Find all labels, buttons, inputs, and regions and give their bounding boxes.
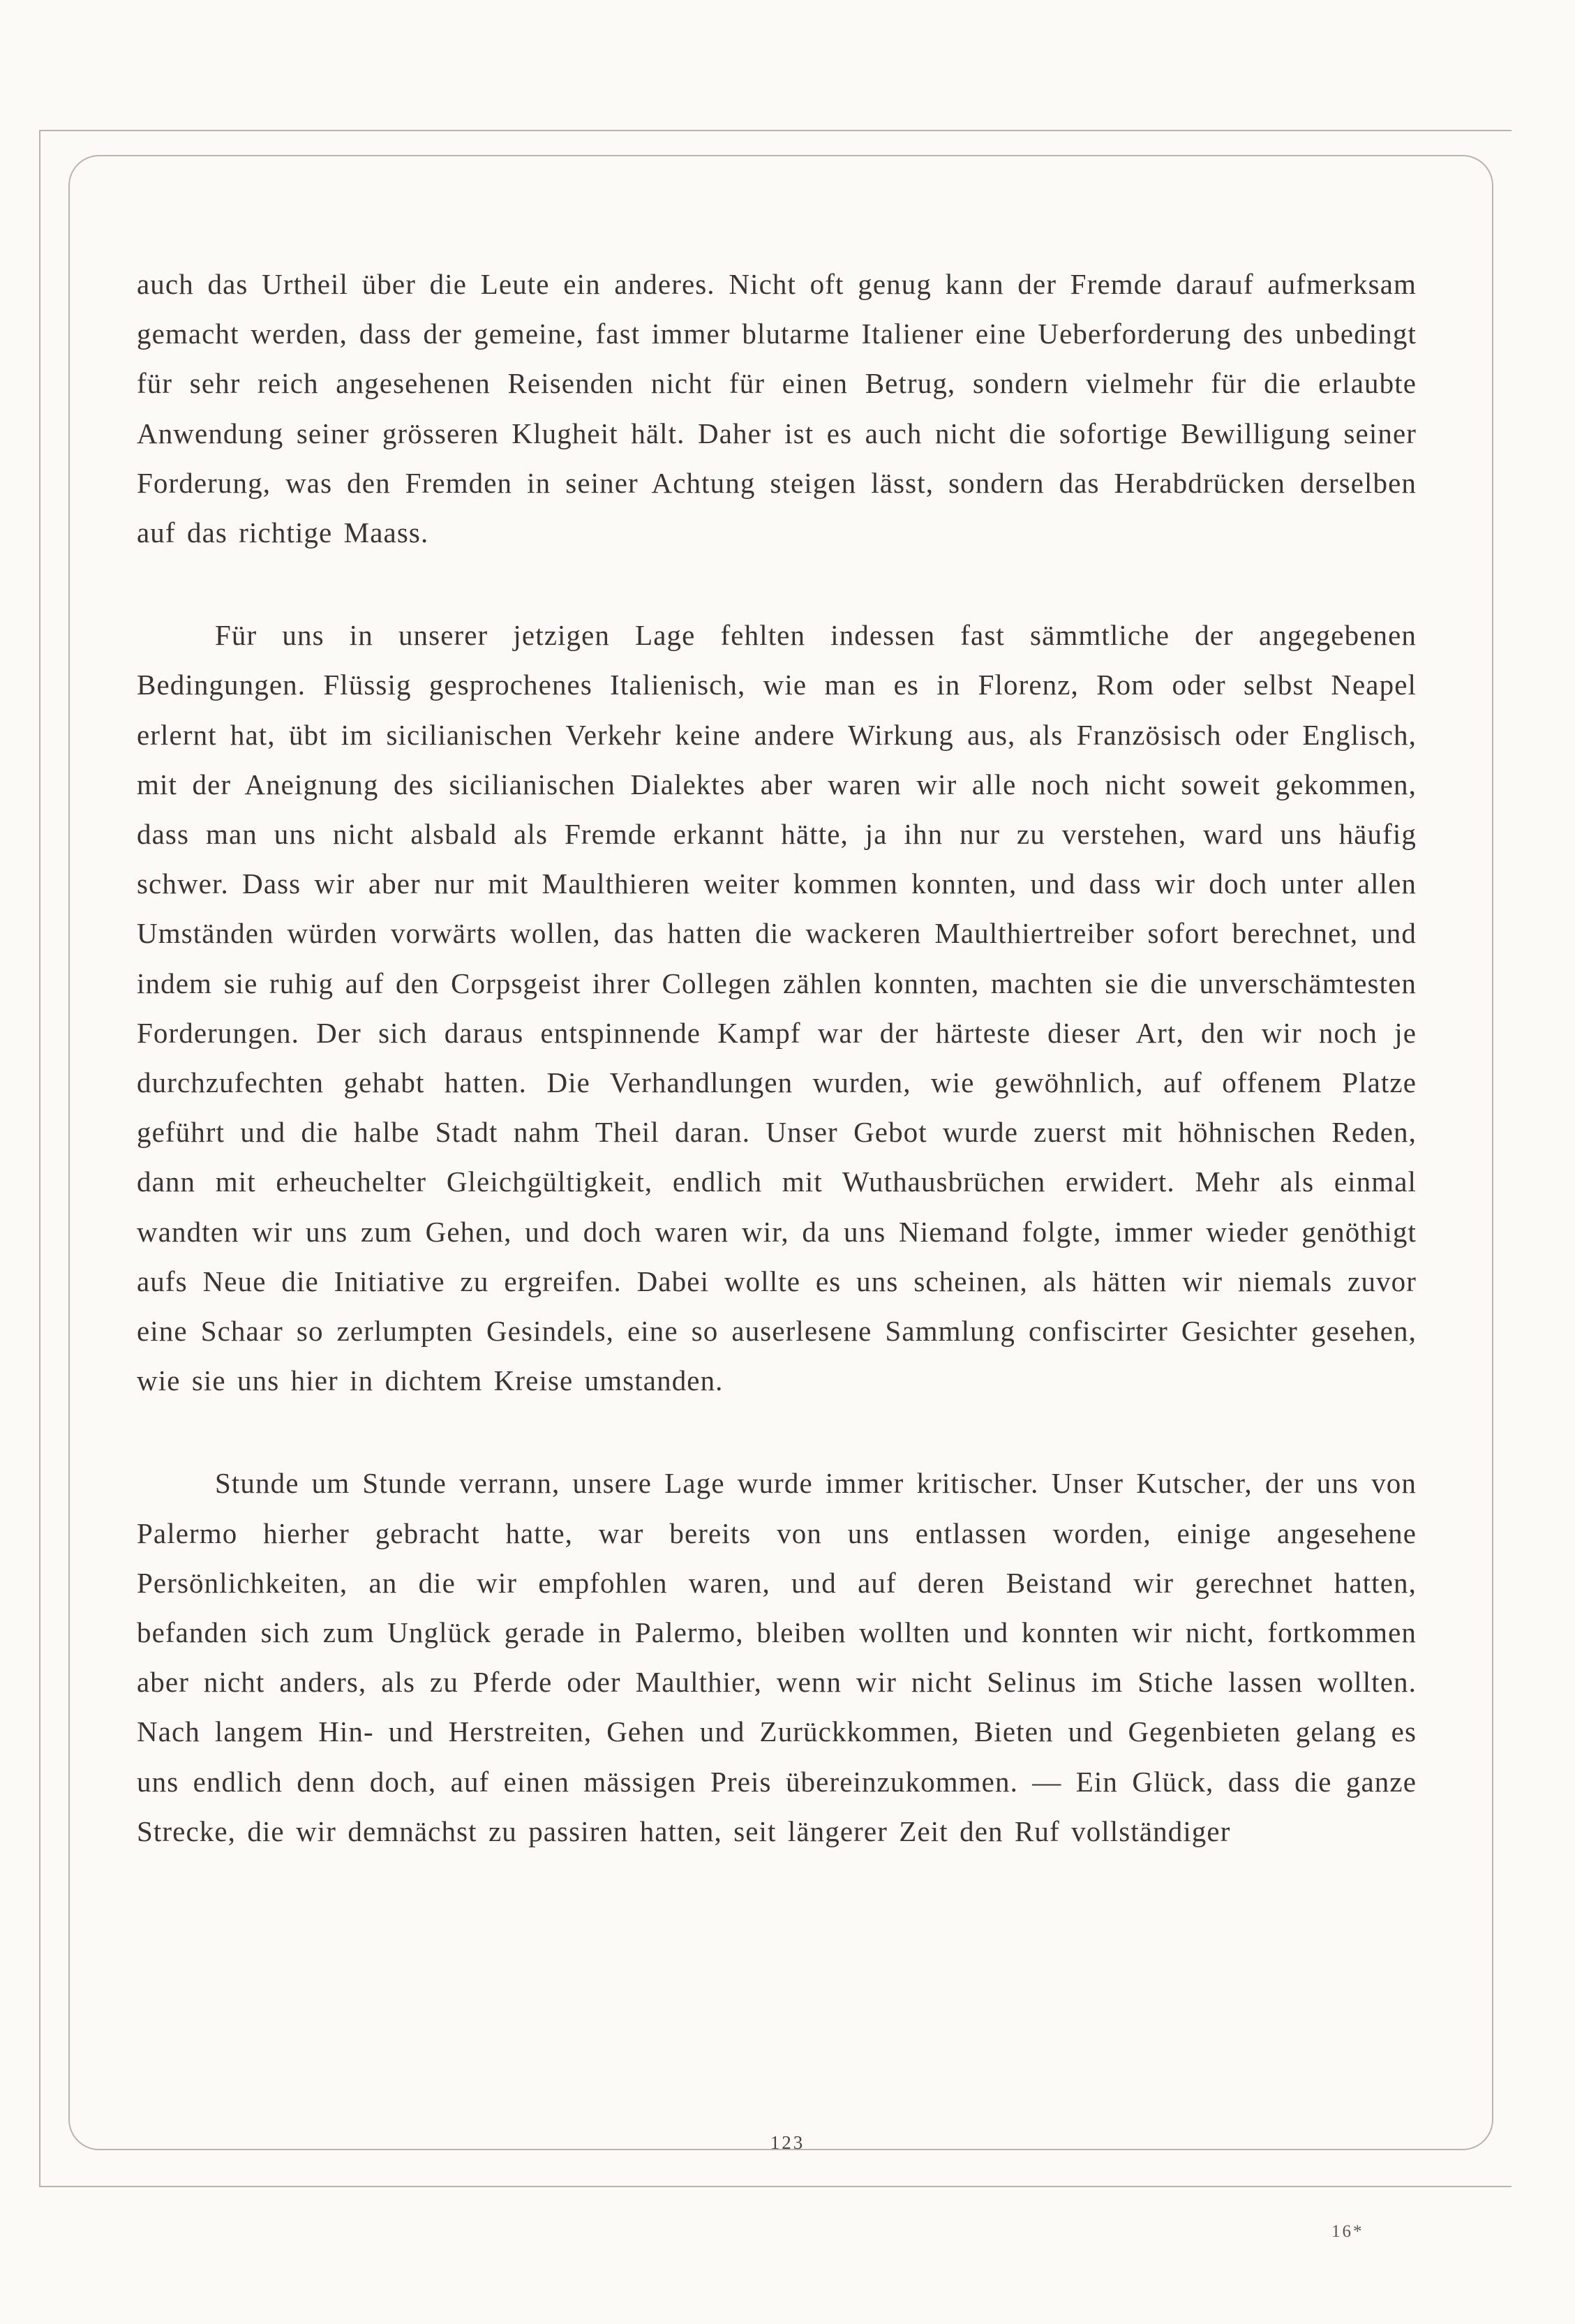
page-number: 123: [770, 2132, 805, 2153]
paragraph-3: Stunde um Stunde verrann, unsere Lage wurde immer kritischer. Unser Kutscher, der uns von Palermo hierher gebracht hatte, war bereits von uns entlassen worden, einige angesehene Persönlichkeiten, an die wir empfohlen waren, und auf deren Beistand wir gerechnet hatten, befanden sich zum Unglück gerade in Palermo, bleiben wollten und konnten wir nicht, fortkommen aber nicht anders, als zu Pferde oder Maulthier, wenn wir nicht Selinus im Stiche lassen wollten. Nach langem Hin- und Herstreiten, Gehen und Zurückkommen, Bieten und Gegenbieten gelang es uns endlich denn doch, auf einen mässigen Preis übereinzukommen. — Ein Glück, dass die ganze Strecke, die wir demnächst zu passiren hatten, seit längerer Zeit den Ruf vollständiger: [137, 1467, 1417, 1847]
paragraph-2: Für uns in unserer jetzigen Lage fehlten indessen fast sämmtliche der angegebenen Bedingungen. Flüssig gesprochenes Italienisch, wie man es in Florenz, Rom oder selbst Neapel erlernt hat, übt im sicilianischen Verkehr keine andere Wirkung aus, als Französisch oder Englisch, mit der Aneignung des sicilianischen Dialektes aber waren wir alle noch nicht soweit gekommen, dass man uns nicht alsbald als Fremde erkannt hätte, ja ihn nur zu verstehen, ward uns häufig schwer. Dass wir aber nur mit Maulthieren weiter kommen konnten, und dass wir doch unter allen Umständen würden vorwärts wollen, das hatten die wackeren Maulthiertreiber sofort berechnet, und indem sie ruhig auf den Corpsgeist ihrer Collegen zählen konnten, machten sie die unverschämtesten Forderungen. Der sich daraus entspinnende Kampf war der härteste dieser Art, den wir noch je durchzufechten gehabt hatten. Die Verhandlungen wurden, wie gewöhnlich, auf offenem Platze geführt und die halbe Stadt nahm Theil daran. Unser Gebot wurde zuerst mit höhnischen Reden, dann mit erheuchelter Gleichgültigkeit, endlich mit Wuthausbrüchen erwidert. Mehr als einmal wandten wir uns zum Gehen, und doch waren wir, da uns Niemand folgte, immer wieder genöthigt aufs Neue die Initiative zu ergreifen. Dabei wollte es uns scheinen, als hätten wir niemals zuvor eine Schaar so zerlumpten Gesindels, eine so auserlesene Sammlung confiscirter Gesichter gesehen, wie sie uns hier in dichtem Kreise umstanden.: [137, 619, 1417, 1397]
page-body: [137, 260, 1417, 1909]
signature-mark: 16*: [1331, 2222, 1364, 2241]
paragraph-1: auch das Urtheil über die Leute ein anderes. Nicht oft genug kann der Fremde darauf aufmerksam gemacht werden, dass der gemeine, fast immer blutarme Italiener eine Ueberforderung des unbedingt für sehr reich angesehenen Reisenden nicht für einen Betrug, sondern vielmehr für die erlaubte Anwendung seiner grösseren Klugheit hält. Daher ist es auch nicht die sofortige Bewilligung seiner Forderung, was den Fremden in seiner Achtung steigen lässt, sondern das Herabdrücken derselben auf das richtige Maass.: [137, 268, 1417, 549]
